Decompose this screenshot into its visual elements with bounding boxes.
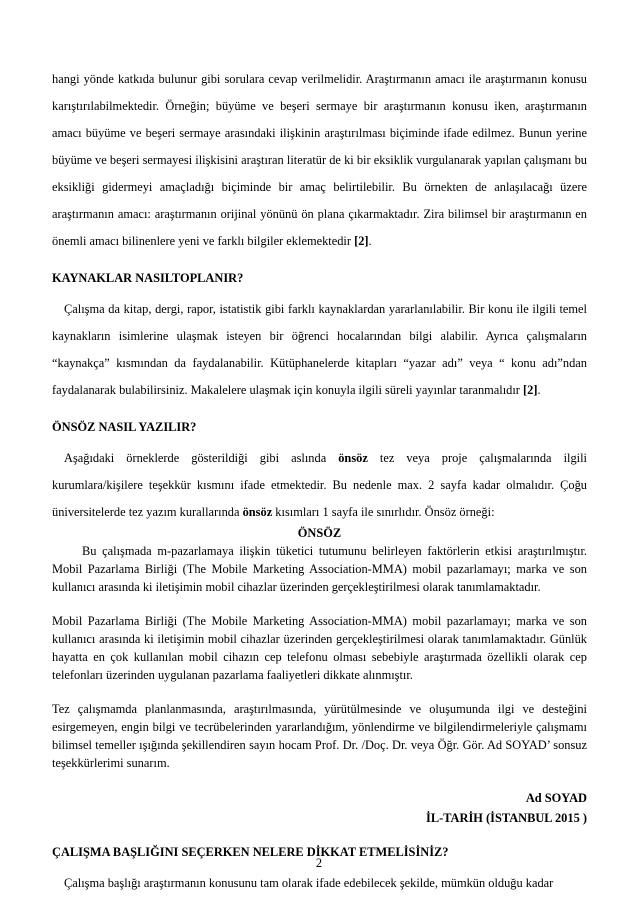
preface-sample-paragraph-1: Bu çalışmada m-pazarlamaya ilişkin tüketici tutumunu belirleyen faktörlerin etkisi araştırılmıştır. Mobil Pazarlama Birliği (The Mobile Marketing Association-MMA) mobil pazarlamayı; marka ve son kullanıcı arasında ki iletişimin mobil cihazlar üzerinden gerçekleştirilmesi olarak tanımlamaktadır. (52, 544, 587, 594)
section-heading-preface: ÖNSÖZ NASIL YAZILIR? (52, 420, 197, 434)
paragraph-sources (52, 296, 587, 404)
paragraph-research-aim (52, 66, 587, 255)
preface-sample-paragraph-3: Tez çalışmamda planlanmasında, araştırılmasında, yürütülmesinde ve oluşumunda ilgi ve desteğini esirgemeyen, engin bilgi ve tecrübelerinden yararlandığım, yönlendirme ve bilgilendirmeleriyle çalışmamı bilimsel temeller ışığında şekillendiren sayın hocam Prof. Dr. /Doç. Dr. veya Öğr. Gör. Ad SOYAD’ sonsuz teşekkürlerimi sunarım. (52, 702, 587, 770)
preface-sample-paragraph-2: Mobil Pazarlama Birliği (The Mobile Marketing Association-MMA) mobil pazarlamayı; marka ve son kullanıcı arasında ki iletişimin mobil cihazlar üzerinden gerçekleştirilmesi olarak tanımlamaktadır. Günlük hayatta en çok kullanılan mobil cihazın cep telefonu olması sebebiyle araştırmada özellikli olarak cep telefonları üzerinden uygulanan pazarlama faaliyetleri dikkate alınmıştır. (52, 614, 587, 682)
paragraph-text: hangi yönde katkıda bulunur gibi sorulara cevap verilmelidir. Araştırmanın amacı ile araştırmanın konusu karıştırılabilmektedir. Örneğin; büyüme ve beşeri sermaye bir araştırmanın konusu iken, araştırmanın amacı büyüme ve beşeri sermaye arasındaki ilişkinin araştırılması biçiminde ifade edilmez. Bunun yerine büyüme ve beşeri sermayesi ilişkisini araştıran literatür de ki bir eksiklik vurgulanarak yapılan çalışmanı bu eksikliği gidermeyi amaçladığı biçiminde bir amaç belirtilebilir. Bu örnekten de anlaşılacağı üzere araştırmanın amacı: araştırmanın orijinal yönünü ön plana çıkarmaktadır. Zira bilimsel bir araştırmanın en önemli amacı bilinenlere yeni ve farklı bilgiler eklemektedir (52, 72, 587, 248)
page-number: 2 (315, 856, 323, 870)
page-content (52, 66, 587, 897)
paragraph-text: kısımları 1 sayfa ile sınırlıdır. Önsöz örneği: (272, 505, 495, 519)
citation-ref: [2] (354, 234, 369, 248)
paragraph-end: . (368, 234, 372, 248)
signature-place-date: İL-TARİH (İSTANBUL 2015 ) (426, 811, 587, 825)
signature-name: Ad SOYAD (525, 791, 587, 805)
paragraph-end: . (537, 383, 541, 397)
section-heading-title-selection: ÇALIŞMA BAŞLIĞINI SEÇERKEN NELERE DİKKAT ETMELİSİNİZ? (52, 845, 449, 859)
paragraph-preface (52, 445, 587, 526)
preface-sample-title: ÖNSÖZ (297, 526, 342, 540)
paragraph-text: Aşağıdaki örneklerde gösterildiği gibi aslında (64, 451, 339, 465)
bold-term: önsöz (338, 451, 368, 465)
citation-ref: [2] (523, 383, 538, 397)
bold-term: önsöz (242, 505, 273, 519)
paragraph-text: tez veya proje çalışmalarında ilgili kurumlara/kişilere teşekkür kısmını ifade etmektedir. Bu nedenle max. 2 sayfa kadar olmalıdır. Çoğu üniversitelerde tez yazım kurallarında (52, 451, 587, 519)
section-heading-sources: KAYNAKLAR NASILTOPLANIR? (52, 271, 244, 285)
paragraph-text: Çalışma da kitap, dergi, rapor, istatistik gibi farklı kaynaklardan yararlanılabilir. Bir konu ile ilgili temel kaynakların isimlerine ulaşmak isteyen bir öğrenci hocalarından bilgi alabilir. Ayrıca çalışmaların “kaynakça” kısmından da faydalanabilir. Kütüphanelerde kitapları “yazar adı” veya “ konu adı”ndan faydalanarak bulabilirsiniz. Makalelere ulaşmak için konuyla ilgili süreli yayınlar taranmalıdır (52, 302, 587, 397)
paragraph-title-selection: Çalışma başlığı araştırmanın konusunu tam olarak ifade edebilecek şekilde, mümkün olduğu kadar (64, 876, 554, 890)
